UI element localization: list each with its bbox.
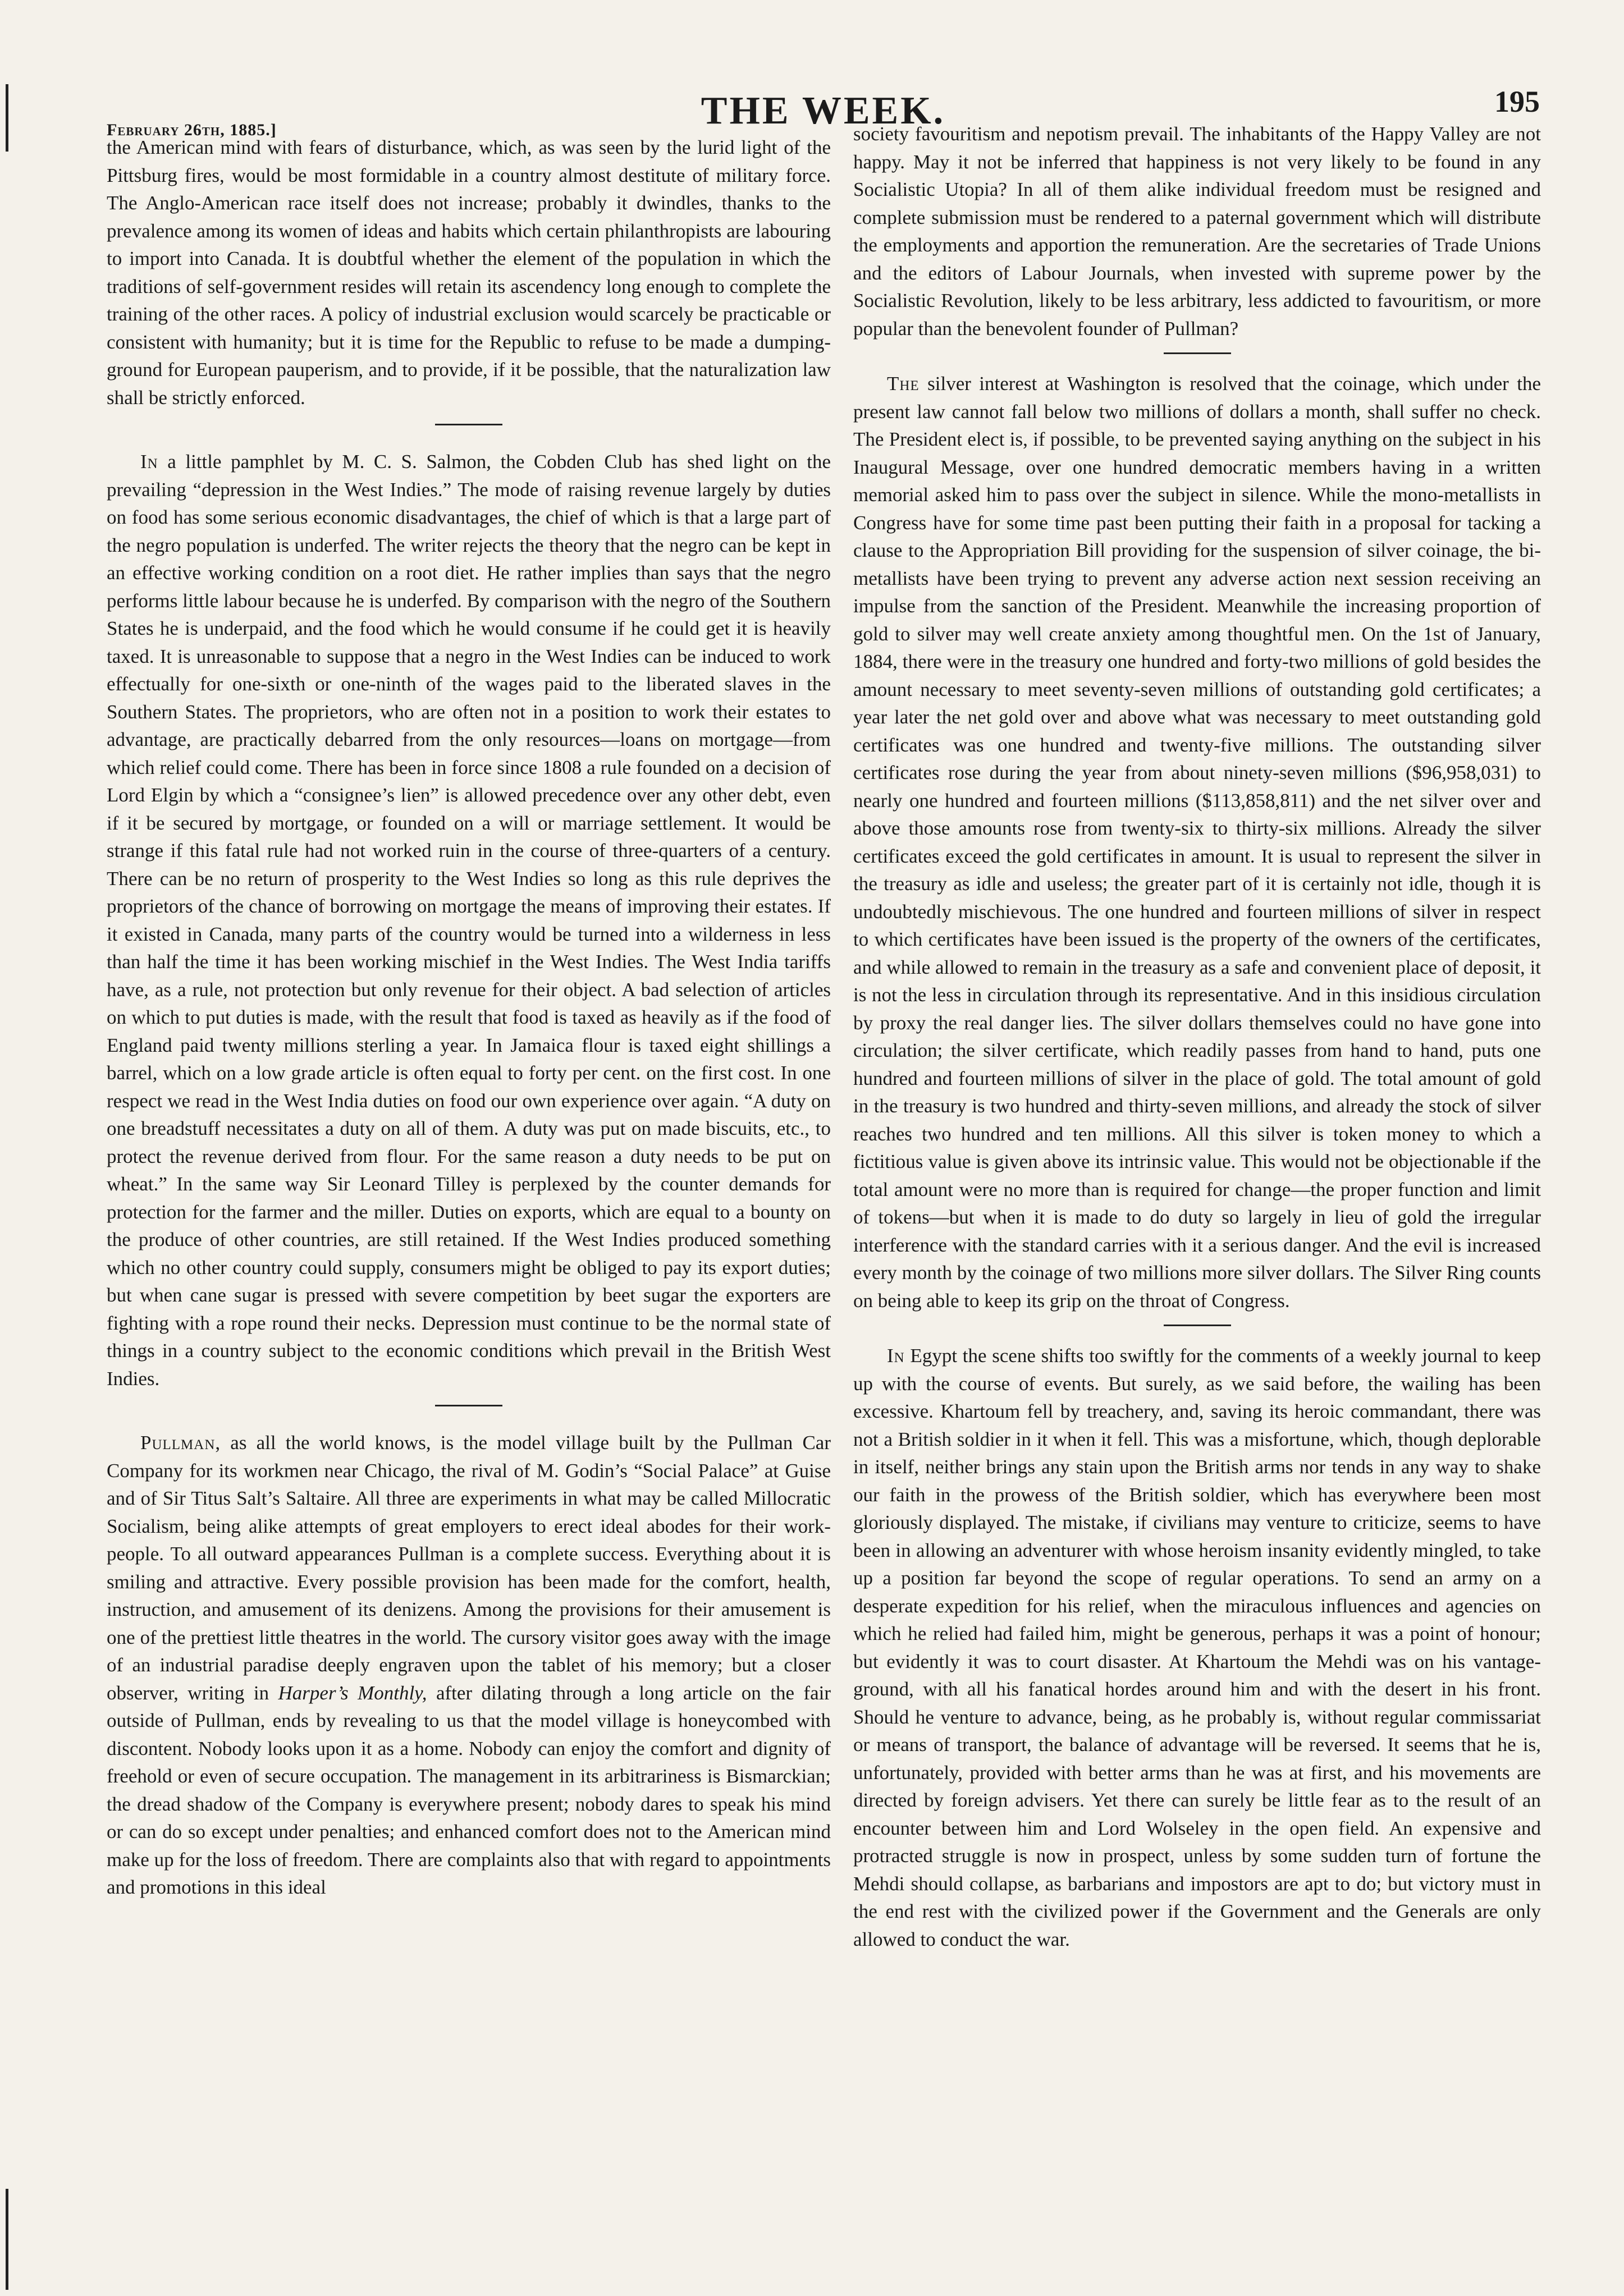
article-paragraph xyxy=(107,1429,831,1901)
section-divider xyxy=(1164,1325,1231,1326)
paragraph-body: as all the world knows, is the model village built by the Pullman Car Company for its workmen near Chicago, the rival of M. Godin’s “Social Palace” at Guise and of Sir Titus Salt’s Saltaire. All three are experiments in what may be called Millocratic Socialism, being alike attempts of great employers to erect ideal abodes for their work-people. To all outward appearances Pullman is a complete success. Everything about it is smiling and attractive. Every possible provision has been made for the comfort, health, instruction, and amusement of its denizens. Among the provisions for their amusement is one of the prettiest little theatres in the world. The cursory visitor goes away with the image of an industrial paradise deeply engraven upon the tablet of his memory; but a closer observer, writing in xyxy=(107,1432,831,1704)
section-divider xyxy=(435,1405,502,1406)
article-paragraph xyxy=(853,370,1541,1314)
article-paragraph xyxy=(853,1342,1541,1953)
left-column xyxy=(107,134,831,1901)
paragraph-body: a little pamphlet by M. C. S. Salmon, the Cobden Club has shed light on the prevailing “depression in the West Indies.” The mode of raising revenue largely by duties on food has some serious economic disadvantages, the chief of which is that a large part of the negro population is underfed. The writer rejects the theory that the negro can be kept in an effective working condition on a root diet. He rather implies than says that the negro performs little labour because he is underfed. By comparison with the negro of the Southern States he is underpaid, and the food which he would consume if he could get it is heavily taxed. It is unreasonable to suppose that a negro in the West Indies can be induced to work effectually for one-sixth or one-ninth of the wages paid to the liberated slaves in the Southern States. The proprietors, who are often not in a position to work their estates to advantage, are practically debarred from the only resources—loans on mortgage—from which relief could come. There has been in force since 1808 a rule founded on a decision of Lord Elgin by which a “consignee’s lien” is allowed precedence over any other debt, even if it be secured by mortgage, or founded on a will or marriage settlement. It would be strange if this fatal rule had not worked ruin in the course of three-quarters of a century. There can be no return of prosperity to the West Indies so long as this rule deprives the proprietors of the chance of borrowing on mortgage the means of improving their estates. If it existed in Canada, many parts of the country would be turned into a wilderness in less than half the time it has been working mischief in the West Indies. The West India tariffs have, as a rule, not protection but only revenue for their object. A bad selection of articles on which to put duties is made, with the result that food is taxed as heavily as if the food of England paid twenty millions sterling a year. In Jamaica flour is taxed eight shillings a barrel, which on a low grade article is often equal to forty per cent. on the first cost. In one respect we read in the West India duties on food our own experience over again. “A duty on one breadstuff necessitates a duty on all of them. A duty was put on made biscuits, etc., to protect the revenue derived from flour. For the same reason a duty needs to be put on wheat.” In the same way Sir Leonard Tilley is perplexed by the counter demands for protection for the farmer and the miller. Duties on exports, which are equal to a bounty on the produce of other countries, are still retained. If the West Indies produced something which no other country could supply, consumers might be obliged to pay its export duties; but when cane sugar is pressed with severe competition by beet sugar the exporters are fighting with a rope round their necks. Depression must continue to be the normal state of things in a country subject to the economic conditions which prevail in the British West Indies. xyxy=(107,451,831,1390)
page-header xyxy=(107,39,1540,139)
scan-edge-mark xyxy=(6,2189,8,2290)
right-column xyxy=(853,120,1541,1953)
article-paragraph xyxy=(107,448,831,1392)
magazine-title: Harper’s Monthly, xyxy=(278,1681,427,1704)
article-paragraph: society favouritism and nepotism prevail. The inhabitants of the Happy Valley are not happy. May it not be inferred that happiness is not very likely to be found in any Socialistic Utopia? In all of them alike individual freedom must be resigned and complete submission must be rendered to a paternal government which will distribute the employments and apportion the remuneration. Are the secretaries of Trade Unions and the editors of Labour Journals, when invested with supreme power by the Socialistic Revolution, likely to be less arbitrary, less addicted to favouritism, or more popular than the benevolent founder of Pullman? xyxy=(853,123,1541,340)
paragraph-body: after dilating through a long article on the fair outside of Pullman, ends by revealing to us that the model village is honeycombed with discontent. Nobody looks upon it as a home. Nobody can enjoy the comfort and dignity of freehold or even of secure occupation. The management in its arbitrariness is Bismarckian; the dread shadow of the Company is everywhere present; nobody dares to speak his mind or can do so except under penalties; and enhanced comfort does not to the American mind make up for the loss of freedom. There are complaints also that with regard to appointments and promotions in this ideal xyxy=(107,1681,831,1898)
paragraph-body: Egypt the scene shifts too swiftly for the comments of a weekly journal to keep up with the course of events. But surely, as we said before, the wailing has been excessive. Khartoum fell by treachery, and, saving its heroic commandant, there was not a British soldier in it when it fell. This was a misfortune, which, though deplorable in itself, neither brings any stain upon the British arms nor tends in any way to shake our faith in the prowess of the British soldier, which has everywhere been most gloriously displayed. The mistake, if civilians may venture to criticize, seems to have been in allowing an adventurer with whose heroism insanity evidently mingled, to take up a position far beyond the scope of regular operations. To send an army on a desperate expedition for his relief, when the miraculous influences and agencies on which he relied had failed him, might be generous, perhaps it was a point of honour; but evidently it was to court disaster. At Khartoum the Mehdi was on his vantage-ground, with all his fanatical hordes around him and with the desert in his front. Should he venture to advance, being, as he probably is, without regular commissariat or means of transport, the balance of advantage will be reversed. It seems that he is, unfortunately, provided with better arms than he was at first, and his movements are directed by foreign advisers. Yet there can surely be little fear as to the result of an encounter between him and Lord Wolseley in the open field. An expensive and protracted struggle is now in prospect, unless by some sudden turn of fortune the Mehdi should collapse, as barbarians and impostors are apt to do; but victory must in the end rest with the civilized power if the Government and the Generals are only allowed to conduct the war. xyxy=(853,1345,1541,1950)
scan-edge-mark xyxy=(6,84,8,152)
paragraph-body: silver interest at Washington is resolved that the coinage, which under the present law cannot fall below two millions of dollars a month, shall suffer no check. The President elect is, if possible, to be prevented saying anything on the subject in his Inaugural Message, over one hundred democratic members having in a written memorial asked him to pass over the subject in silence. While the mono-metallists in Congress have for some time past been putting their faith in a proposal for tacking a clause to the Appropriation Bill providing for the suspension of silver coinage, the bi-metallists have been trying to prevent any adverse action next session receiving an impulse from the sanction of the President. Meanwhile the increasing proportion of gold to silver may well create anxiety among thoughtful men. On the 1st of January, 1884, there were in the treasury one hundred and forty-two millions of gold besides the amount necessary to meet seventy-seven millions of outstanding gold certificates; a year later the net gold over and above what was necessary to meet outstanding gold certificates was one hundred and twenty-five millions. The outstanding silver certificates rose during the year from about ninety-seven millions ($96,958,031) to nearly one hundred and fourteen millions ($113,858,811) and the net silver over and above those amounts rose from twenty-six to thirty-six millions. Already the silver certificates exceed the gold certificates in amount. It is usual to represent the silver in the treasury as idle and useless; the greater part of it is certainly not idle, though it is undoubtedly mischievous. The one hundred and fourteen millions of silver in respect to which certificates have been issued is the property of the owners of the certificates, and while allowed to remain in the treasury as a safe and convenient place of deposit, it is not the less in circulation through its representative. And in this insidious circulation by proxy the real danger lies. The silver dollars themselves could no have gone into circulation; the silver certificate, which readily passes from hand to hand, puts one hundred and fourteen millions of silver in the place of gold. The total amount of gold in the treasury is two hundred and thirty-seven millions, and already the stock of silver reaches two hundred and ten millions. All this silver is token money to which a fictitious value is given above its intrinsic value. This would not be objectionable if the total amount were no more than is required for change—the proper function and limit of tokens—but when it is made to do duty so largely in lieu of gold the irregular interference with the standard carries with it a serious danger. And the evil is increased every month by the coinage of two millions more silver dollars. The Silver Ring counts on being able to keep its grip on the throat of Congress. xyxy=(853,373,1541,1312)
lead-word: In xyxy=(140,451,158,473)
page-number: 195 xyxy=(1494,85,1540,118)
article-paragraph: the American mind with fears of disturbance, which, as was seen by the lurid light of the Pittsburg fires, would be most formidable in a country almost destitute of military force. The Anglo-American race itself does not increase; probably it dwindles, thanks to the prevalence among its women of ideas and habits which certain philanthropists are labouring to import into Canada. It is doubtful whether the element of the population in which the traditions of self-government resides will retain its ascendency long enough to complete the training of the other races. A policy of industrial exclusion would scarcely be practicable or consistent with humanity; but it is time for the Republic to refuse to be made a dumping-ground for European pauperism, and to provide, if it be possible, that the naturalization law shall be strictly enforced. xyxy=(107,136,831,409)
publication-title: THE WEEK. xyxy=(701,89,946,132)
section-divider xyxy=(1164,352,1231,354)
section-divider xyxy=(435,424,502,425)
lead-word: Pullman, xyxy=(140,1432,221,1454)
lead-word: In xyxy=(887,1345,905,1367)
issue-date: February 26th, 1885.] xyxy=(107,121,277,139)
lead-word: The xyxy=(887,373,919,395)
